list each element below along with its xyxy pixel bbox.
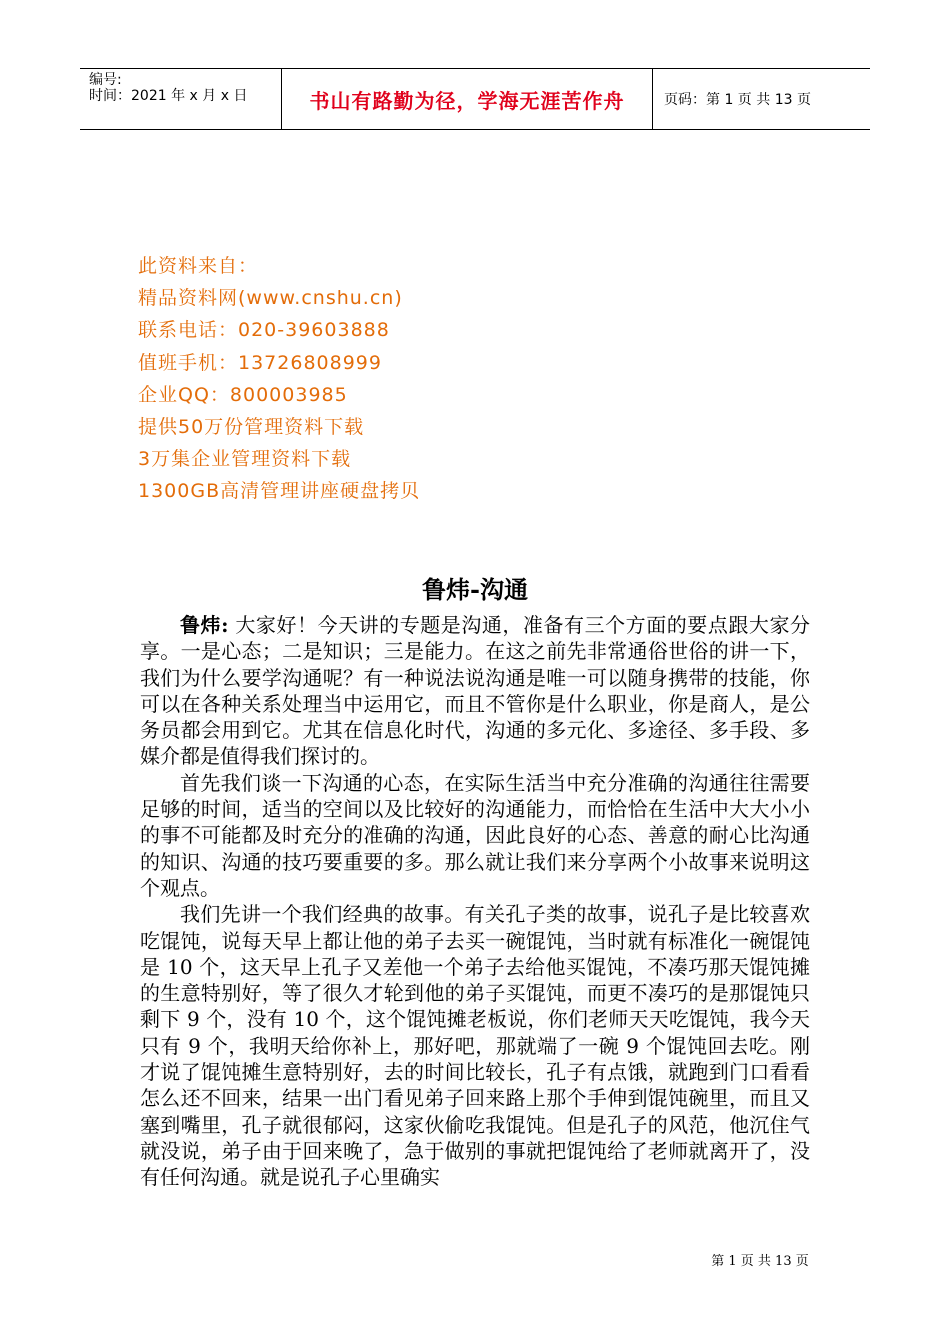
header-motto-cell <box>282 69 653 129</box>
doc-number-label: 编号: <box>89 72 122 88</box>
paragraph: 我们先讲一个我们经典的故事。有关孔子类的故事，说孔子是比较喜欢吃馄饨，说每天早上都让他的弟子去买一碗馄饨，当时就有标准化一碗馄饨是 10 个，这天早上孔子又差他一个弟子去给他买馄饨，不凑巧那天馄饨摊的生意特别好，等了很久才轮到他的弟子买馄饨，而更不凑巧的是那馄饨只剩下 9 个，没有 10 个，这个馄饨摊老板说，你们老师天天吃馄饨，我今天只有 9 个，我明天给你补上，那好吧，那就端了一碗 9 个馄饨回去吃。刚才说了馄饨摊生意特别好，去的时间比较长，孔子有点饿，就跑到门口看看怎么还不回来，结果一出门看见弟子回来路上那个手伸到馄饨碗里，而且又塞到嘴里，孔子就很郁闷，这家伙偷吃我馄饨。但是孔子的风范，他沉住气就没说，弟子由于回来晚了，急于做别的事就把馄饨给了老师就离开了，没有任何沟通。就是说孔子心里确实 <box>140 902 810 1190</box>
header-page-cell <box>653 69 870 129</box>
header-meta-cell <box>80 69 282 129</box>
source-line: 此资料来自： <box>138 255 259 277</box>
source-line: 提供50万份管理资料下载 <box>138 415 365 438</box>
header-motto: 书山有路勤为径，学海无涯苦作舟 <box>309 88 625 113</box>
doc-time-label: 时间：2021 年 x 月 x 日 <box>89 88 248 104</box>
footer-page-number: 第 1 页 共 13 页 <box>711 1254 809 1269</box>
document-body <box>140 612 810 1191</box>
source-line: 1300GB高清管理讲座硬盘拷贝 <box>138 480 421 503</box>
source-line: 3万集企业管理资料下载 <box>138 448 352 471</box>
source-website-line: 精品资料网(www.cnshu.cn) <box>138 287 403 310</box>
document-header <box>80 68 870 130</box>
speaker-name: 鲁炜: <box>180 613 229 637</box>
header-page-number: 页码：第 1 页 共 13 页 <box>664 92 811 108</box>
source-info-block <box>138 250 420 508</box>
paragraph-text: 大家好！今天讲的专题是沟通，准备有三个方面的要点跟大家分享。一是心态；二是知识；三是能力。在这之前先非常通俗世俗的讲一下，我们为什么要学沟通呢？有一种说法说沟通是唯一可以随身携带的技能，你可以在各种关系处理当中运用它，而且不管你是什么职业，你是商人，是公务员都会用到它。尤其在信息化时代，沟通的多元化、多途径、多手段、多媒介都是值得我们探讨的。 <box>140 613 810 769</box>
source-phone-line: 联系电话：020-39603888 <box>138 319 390 342</box>
paragraph <box>140 612 810 770</box>
source-qq-line: 企业QQ：800003985 <box>138 383 348 406</box>
source-mobile-line: 值班手机：13726808999 <box>138 351 382 374</box>
paragraph: 首先我们谈一下沟通的心态，在实际生活当中充分准确的沟通往往需要足够的时间，适当的空间以及比较好的沟通能力，而恰恰在生活中大大小小的事不可能都及时充分的准确的沟通，因此良好的心态、善意的耐心比沟通的知识、沟通的技巧要重要的多。那么就让我们来分享两个小故事来说明这个观点。 <box>140 770 810 900</box>
document-title: 鲁炜-沟通 <box>422 575 528 604</box>
